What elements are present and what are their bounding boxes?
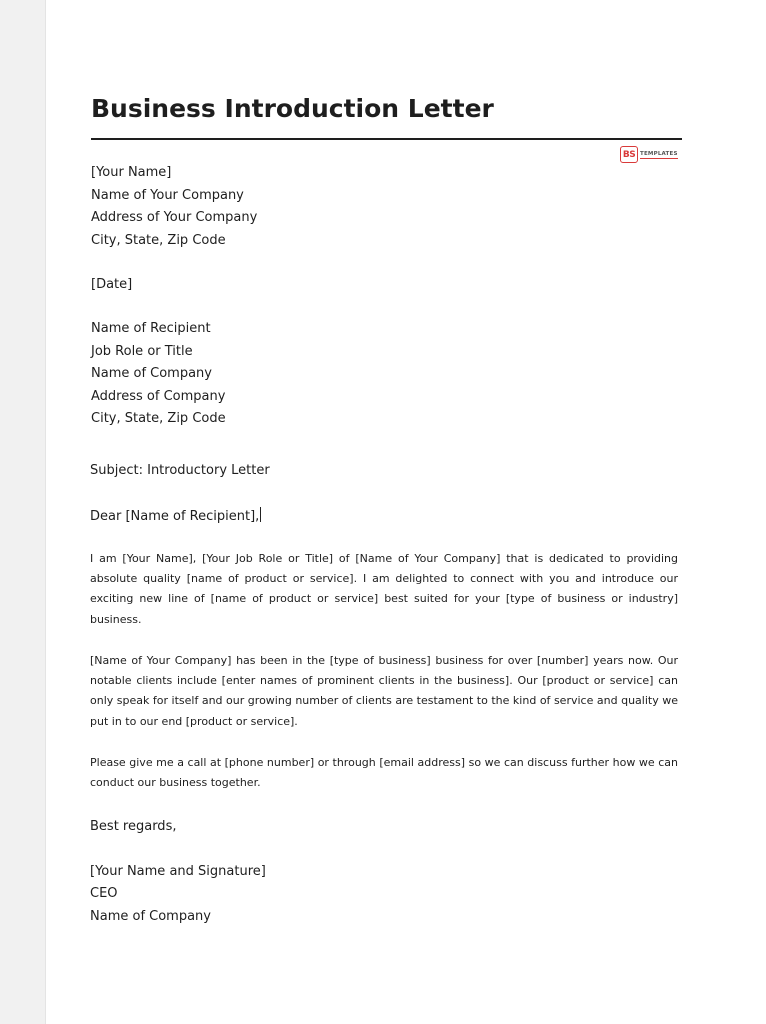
signature-role: CEO	[90, 886, 118, 901]
logo-text: TEMPLATES	[640, 150, 678, 157]
sender-address: Address of Your Company	[91, 210, 258, 225]
closing-line: Best regards,	[90, 819, 177, 834]
text-cursor	[260, 507, 261, 522]
signature-company: Name of Company	[90, 909, 211, 924]
brand-logo	[620, 146, 678, 163]
recipient-address: Address of Company	[91, 389, 226, 404]
recipient-company: Name of Company	[91, 366, 212, 381]
letter-date: [Date]	[91, 277, 133, 292]
document-title: Business Introduction Letter	[91, 94, 494, 123]
recipient-title: Job Role or Title	[91, 344, 193, 359]
logo-mark-icon: BS	[620, 146, 638, 163]
letter-subject: Subject: Introductory Letter	[90, 463, 270, 478]
sender-city: City, State, Zip Code	[91, 233, 226, 248]
left-gutter	[0, 0, 46, 1024]
recipient-city: City, State, Zip Code	[91, 411, 226, 426]
body-paragraph: I am [Your Name], [Your Job Role or Title] of [Name of Your Company] that is dedicated to providing absolute quality [name of product or service]. I am delighted to connect with you and introduce our exciting new line of [name of product or service] best suited for your [type of business or industry] business.	[90, 552, 678, 626]
salutation-line[interactable]	[90, 507, 261, 525]
sender-company: Name of Your Company	[91, 188, 244, 203]
salutation-text: Dear [Name of Recipient],	[90, 509, 260, 524]
sender-name: [Your Name]	[91, 165, 172, 180]
title-divider	[91, 138, 682, 140]
recipient-name: Name of Recipient	[91, 321, 211, 336]
signature-name: [Your Name and Signature]	[90, 864, 266, 879]
body-paragraph: [Name of Your Company] has been in the [type of business] business for over [number] years now. Our notable clients include [enter names of prominent clients in the business]. Our [product or service] can only speak for itself and our growing number of clients are testament to the kind of service and quality we put in to our end [product or service].	[90, 654, 678, 728]
body-paragraph: Please give me a call at [phone number] or through [email address] so we can discuss further how we can conduct our business together.	[90, 756, 678, 790]
